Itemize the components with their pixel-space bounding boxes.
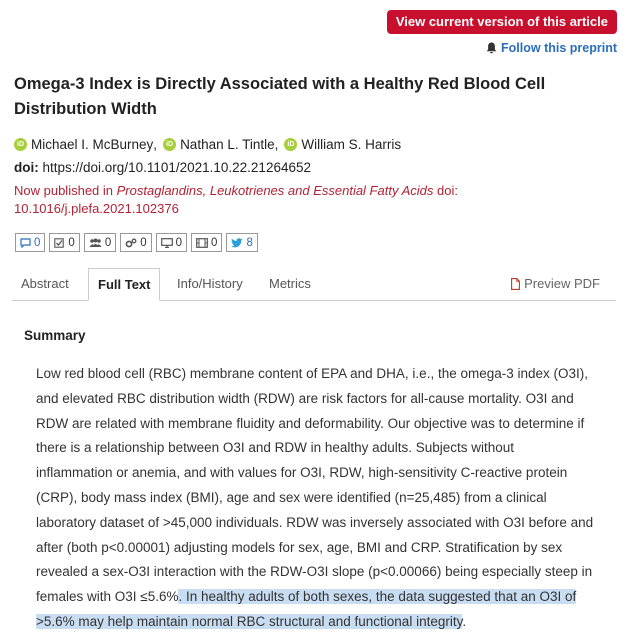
video-metric[interactable] (191, 233, 222, 252)
tab-abstract[interactable]: Abstract (21, 276, 69, 291)
twitter-count: 8 (246, 236, 253, 249)
tab-full-text[interactable]: Full Text (88, 268, 160, 301)
preview-pdf-link[interactable] (511, 268, 600, 299)
file-pdf-icon (511, 278, 520, 290)
twitter-icon (231, 238, 243, 248)
evaluations-metric[interactable] (49, 233, 79, 252)
author-item[interactable] (14, 137, 153, 152)
preview-pdf-label[interactable]: Preview PDF (524, 276, 600, 291)
published-doi-link[interactable]: 10.1016/j.plefa.2021.102376 (14, 201, 179, 216)
summary-text (36, 362, 594, 635)
doi-line (14, 160, 311, 175)
bell-icon (486, 42, 497, 54)
author-item[interactable] (163, 137, 275, 152)
author-list (14, 137, 401, 152)
published-prefix: Now published in (14, 183, 117, 198)
comment-icon (20, 238, 31, 248)
author-name[interactable]: Michael I. McBurney (31, 137, 154, 152)
gears-icon (125, 238, 137, 248)
orcid-icon[interactable]: iD (163, 138, 176, 151)
summary-text-main: Low red blood cell (RBC) membrane content of EPA and DHA, i.e., the omega-3 index (O3I), and elevated RBC distribution width (RDW) are risk factors for all-cause mortality. O3I and RDW are related with membrane fluidity and deformability. Our objective was to determine if there is a relationship between O3I and RDW in healthy adults. Subjects without inflammation or anemia, and with values for O3I, RDW, high-sensitivity C-reactive protein (CRP), body mass index (BMI), age and sex were identified (n=25,485) from a clinical laboratory dataset of >45,000 individuals. RDW was inversely associated with O3I before and after (both p<0.00001) adjusting models for sex, age, BMI and CRP. Stratification by sex revealed a sex-O3I interaction with the RDW-O3I slope (p<0.00066) being especially steep in females with O3I ≤5.6% (36, 366, 594, 605)
published-doi-label: doi: (433, 183, 458, 198)
article-tabs (12, 268, 616, 301)
orcid-icon[interactable]: iD (284, 138, 297, 151)
evaluations-count: 0 (68, 236, 75, 249)
checkbox-icon (54, 238, 65, 248)
author-name[interactable]: Nathan L. Tintle (180, 137, 275, 152)
summary-text-highlighted: . In healthy adults of both sexes, the data suggested that an O3I of >5.6% may help maintain normal RBC structural and functional integrity (36, 589, 577, 629)
media-count: 0 (175, 236, 183, 249)
tab-info-history[interactable]: Info/History (177, 276, 243, 291)
view-current-version-button[interactable]: View current version of this article (387, 10, 617, 34)
published-journal-link[interactable]: Prostaglandins, Leukotrienes and Essential Fatty Acids (116, 183, 434, 198)
article-title: Omega-3 Index is Directly Associated with a Healthy Red Blood Cell Distribution Width (14, 75, 546, 118)
media-metric[interactable] (156, 233, 187, 252)
tools-count: 0 (140, 236, 147, 249)
community-metric[interactable] (84, 233, 116, 252)
twitter-metric[interactable] (226, 233, 257, 252)
author-separator: , (274, 137, 279, 152)
comments-count: 0 (34, 236, 41, 249)
author-item[interactable] (284, 137, 401, 152)
orcid-icon[interactable]: iD (14, 138, 27, 151)
follow-preprint-label[interactable]: Follow this preprint (501, 41, 617, 55)
comments-metric[interactable] (15, 233, 45, 252)
users-icon (89, 238, 102, 248)
tab-metrics[interactable]: Metrics (269, 276, 311, 291)
author-name[interactable]: William S. Harris (301, 137, 402, 152)
author-separator: , (153, 137, 158, 152)
doi-value[interactable]: https://doi.org/10.1101/2021.10.22.21264652 (42, 160, 311, 175)
published-notice (14, 182, 574, 218)
film-icon (196, 238, 208, 248)
summary-text-end: . (462, 613, 467, 629)
tools-metric[interactable] (120, 233, 151, 252)
doi-label: doi: (14, 160, 39, 175)
follow-preprint-link[interactable] (486, 41, 617, 55)
summary-heading: Summary (24, 328, 86, 343)
video-count: 0 (211, 236, 218, 249)
community-count: 0 (104, 236, 112, 249)
monitor-icon (161, 238, 173, 248)
metrics-bar (15, 233, 258, 252)
